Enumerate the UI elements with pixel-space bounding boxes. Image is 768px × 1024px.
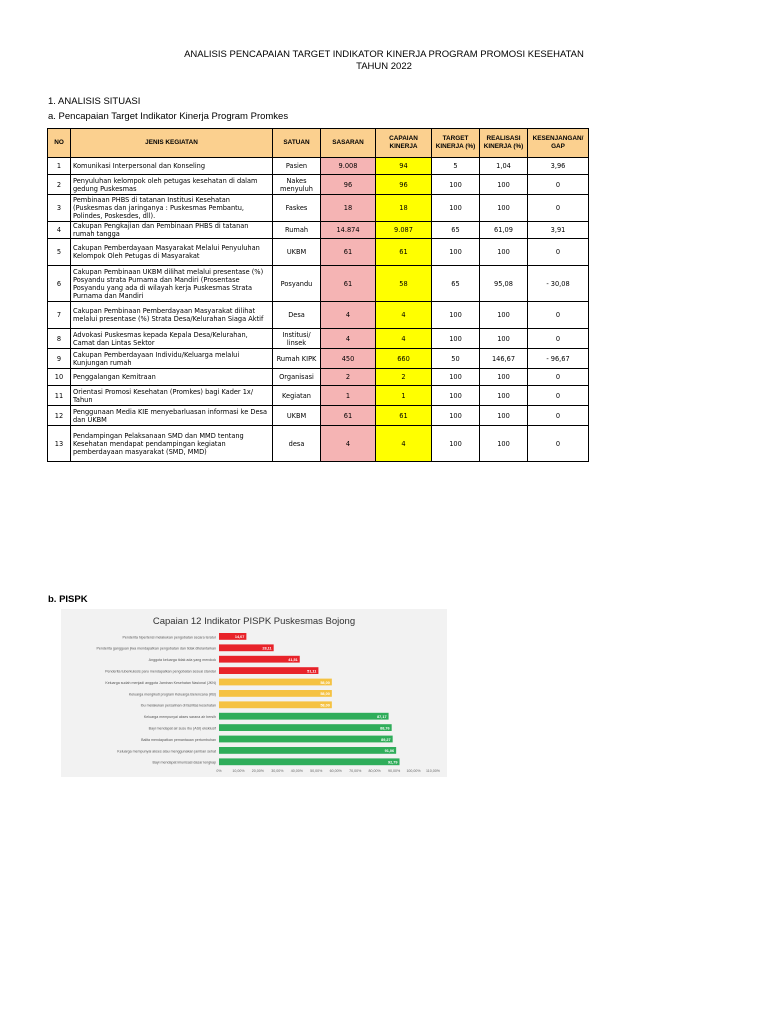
table-row [48, 175, 589, 195]
cell-target: 65 [432, 266, 480, 302]
table-row [48, 302, 589, 329]
chart-bar [219, 701, 332, 708]
cell-sasaran: 4 [321, 302, 376, 329]
chart-bar [219, 747, 396, 754]
table-header-row [48, 129, 589, 158]
cell-satuan: Rumah [273, 222, 321, 239]
chart-data-label: 91,06 [384, 749, 395, 754]
cell-no: 2 [48, 175, 71, 195]
cell-gap: 0 [528, 175, 589, 195]
cell-realisasi: 100 [480, 329, 528, 349]
pispk-chart-svg [61, 609, 447, 777]
cell-capaian: 18 [376, 195, 432, 222]
col-header-capaian: CAPAIAN KINERJA [376, 129, 432, 158]
cell-realisasi: 146,67 [480, 349, 528, 369]
table-row [48, 158, 589, 175]
cell-satuan: Rumah KIPK [273, 349, 321, 369]
table-row [48, 406, 589, 426]
cell-satuan: Desa [273, 302, 321, 329]
cell-jenis: Penggalangan Kemitraan [71, 369, 273, 386]
report-title [0, 49, 768, 73]
cell-capaian: 4 [376, 302, 432, 329]
cell-target: 65 [432, 222, 480, 239]
chart-bar [219, 713, 389, 720]
cell-target: 100 [432, 329, 480, 349]
cell-satuan: desa [273, 426, 321, 462]
cell-gap: 0 [528, 369, 589, 386]
col-header-jenis: JENIS KEGIATAN [71, 129, 273, 158]
cell-target: 100 [432, 406, 480, 426]
cell-realisasi: 100 [480, 302, 528, 329]
table-row [48, 195, 589, 222]
cell-jenis: Cakupan Pengkajian dan Pembinaan PHBS di tatanan rumah tangga [71, 222, 273, 239]
cell-realisasi: 1,04 [480, 158, 528, 175]
cell-capaian: 2 [376, 369, 432, 386]
cell-sasaran: 14.874 [321, 222, 376, 239]
col-header-sasaran: SASARAN [321, 129, 376, 158]
col-header-satuan: SATUAN [273, 129, 321, 158]
chart-x-tick-label: 40,00% [290, 769, 303, 773]
cell-jenis: Penggunaan Media KIE menyebarluasan informasi ke Desa dan UKBM [71, 406, 273, 426]
cell-no: 11 [48, 386, 71, 406]
cell-realisasi: 100 [480, 386, 528, 406]
cell-sasaran: 61 [321, 239, 376, 266]
cell-capaian: 58 [376, 266, 432, 302]
cell-target: 100 [432, 386, 480, 406]
cell-gap: 0 [528, 239, 589, 266]
cell-capaian: 61 [376, 406, 432, 426]
cell-gap: - 96,67 [528, 349, 589, 369]
chart-x-tick-label: 70,00% [349, 769, 362, 773]
cell-target: 100 [432, 239, 480, 266]
cell-no: 4 [48, 222, 71, 239]
table-row [48, 239, 589, 266]
chart-category-label: Penderita gangguan jiwa mendapatkan pengobatan dan tidak ditelantarkan [96, 646, 216, 651]
cell-jenis: Cakupan Pemberdayaan Masyarakat Melalui Penyuluhan Kelompok Oleh Petugas di Masyarakat [71, 239, 273, 266]
chart-category-label: Keluarga mempunyai akses atau menggunakan jamban sehat [117, 749, 216, 754]
cell-satuan: UKBM [273, 406, 321, 426]
table-body [48, 158, 589, 462]
chart-category-label: Keluarga mempunyai akses sarana air bersih [143, 715, 216, 720]
cell-target: 100 [432, 426, 480, 462]
chart-category-label: Keluarga sudah menjadi anggota Jaminan Kesehatan Nasional (JKN) [105, 680, 216, 685]
col-header-realisasi: REALISASI KINERJA (%) [480, 129, 528, 158]
chart-category-label: Balita mendapatkan pemantauan pertumbuhan [141, 737, 216, 742]
chart-x-tick-label: 50,00% [310, 769, 323, 773]
cell-jenis: Penyuluhan kelompok oleh petugas kesehatan di dalam gedung Puskesmas [71, 175, 273, 195]
section-heading-pispk: b. PISPK [48, 594, 88, 605]
chart-data-label: 51,11 [307, 669, 317, 674]
cell-satuan: Institusi/ linsek [273, 329, 321, 349]
cell-no: 10 [48, 369, 71, 386]
chart-data-label: 14,07 [234, 635, 245, 640]
col-header-target: TARGET KINERJA (%) [432, 129, 480, 158]
cell-gap: 0 [528, 386, 589, 406]
cell-gap: 0 [528, 406, 589, 426]
cell-no: 9 [48, 349, 71, 369]
pispk-chart [61, 609, 447, 777]
table-row [48, 369, 589, 386]
subsection-heading-pencapaian: a. Pencapaian Target Indikator Kinerja Program Promkes [48, 111, 289, 122]
chart-category-label: Penderita tuberkulosis paru mendapatkan pengobatan sesuai standar [105, 669, 216, 674]
cell-capaian: 9.087 [376, 222, 432, 239]
cell-satuan: Organisasi [273, 369, 321, 386]
chart-x-tick-label: 30,00% [271, 769, 284, 773]
col-header-gap: KESENJANGAN/ GAP [528, 129, 589, 158]
cell-target: 100 [432, 302, 480, 329]
col-header-no: NO [48, 129, 71, 158]
cell-sasaran: 450 [321, 349, 376, 369]
cell-no: 7 [48, 302, 71, 329]
chart-x-tick-label: 60,00% [329, 769, 342, 773]
cell-realisasi: 100 [480, 195, 528, 222]
chart-x-tick-label: 80,00% [368, 769, 381, 773]
chart-data-label: 58,00 [320, 692, 330, 697]
chart-x-tick-label: 10,00% [232, 769, 245, 773]
cell-no: 13 [48, 426, 71, 462]
chart-bar [219, 667, 318, 674]
cell-gap: 0 [528, 426, 589, 462]
chart-x-tick-label: 20,00% [251, 769, 265, 773]
cell-satuan: UKBM [273, 239, 321, 266]
cell-sasaran: 96 [321, 175, 376, 195]
cell-capaian: 660 [376, 349, 432, 369]
table-row [48, 349, 589, 369]
cell-gap: 3,96 [528, 158, 589, 175]
table-row [48, 222, 589, 239]
chart-category-label: Anggota keluarga tidak ada yang merokok [148, 658, 216, 663]
cell-gap: - 30,08 [528, 266, 589, 302]
cell-target: 100 [432, 369, 480, 386]
cell-sasaran: 4 [321, 426, 376, 462]
chart-data-label: 58,00 [320, 703, 330, 708]
table-row [48, 426, 589, 462]
chart-data-label: 41,51 [288, 658, 298, 662]
cell-satuan: Nakes menyuluh [273, 175, 321, 195]
cell-gap: 0 [528, 195, 589, 222]
cell-no: 8 [48, 329, 71, 349]
cell-capaian: 96 [376, 175, 432, 195]
cell-jenis: Cakupan Pemberdayaan Individu/Keluarga melalui Kunjungan rumah [71, 349, 273, 369]
cell-satuan: Pasien [273, 158, 321, 175]
chart-bar [219, 736, 393, 743]
chart-data-label: 58,00 [320, 680, 330, 685]
cell-target: 100 [432, 175, 480, 195]
cell-realisasi: 95,08 [480, 266, 528, 302]
cell-realisasi: 100 [480, 406, 528, 426]
cell-jenis: Cakupan Pembinaan Pemberdayaan Masyarakat dilihat melalui presentase (%) Strata Desa/Kelurahan Siaga Aktif [71, 302, 273, 329]
chart-data-label: 28,11 [262, 646, 272, 651]
cell-satuan: Kegiatan [273, 386, 321, 406]
chart-x-tick-label: 0% [216, 769, 222, 773]
chart-category-label: Bayi mendapat imunisasi dasar lengkap [152, 760, 216, 765]
table-row [48, 386, 589, 406]
chart-data-label: 87,17 [377, 715, 387, 719]
chart-bar [219, 758, 400, 765]
table-row [48, 329, 589, 349]
cell-jenis: Pembinaan PHBS di tatanan Institusi Kesehatan (Puskesmas dan jaringanya : Puskesmas Pembantu, Polindes, Poskesdes, dll). [71, 195, 273, 222]
cell-capaian: 94 [376, 158, 432, 175]
cell-sasaran: 18 [321, 195, 376, 222]
cell-capaian: 61 [376, 239, 432, 266]
cell-capaian: 4 [376, 426, 432, 462]
cell-realisasi: 100 [480, 239, 528, 266]
cell-realisasi: 100 [480, 426, 528, 462]
cell-target: 100 [432, 195, 480, 222]
chart-x-tick-label: 110,00% [426, 769, 440, 773]
chart-category-label: Ibu melakukan persalinan di fasilitas kesehatan [140, 703, 216, 708]
cell-sasaran: 2 [321, 369, 376, 386]
cell-no: 6 [48, 266, 71, 302]
cell-jenis: Komunikasi Interpersonal dan Konseling [71, 158, 273, 175]
cell-jenis: Pendampingan Pelaksanaan SMD dan MMD tentang Kesehatan mendapat pendampingan kegiatan pemberdayaan masyarakat (SMD, MMD) [71, 426, 273, 462]
section-heading-analisis: 1. ANALISIS SITUASI [48, 96, 141, 107]
chart-bar [219, 690, 332, 697]
cell-sasaran: 9.008 [321, 158, 376, 175]
cell-satuan: Posyandu [273, 266, 321, 302]
cell-satuan: Faskes [273, 195, 321, 222]
table-row [48, 266, 589, 302]
cell-capaian: 1 [376, 386, 432, 406]
cell-no: 1 [48, 158, 71, 175]
cell-target: 50 [432, 349, 480, 369]
cell-realisasi: 61,09 [480, 222, 528, 239]
chart-bar [219, 724, 392, 731]
chart-data-label: 88,76 [380, 726, 390, 731]
cell-gap: 0 [528, 302, 589, 329]
chart-category-label: Penderita hipertensi melakukan pengobatan secara teratur [122, 635, 216, 640]
cell-jenis: Orientasi Promosi Kesehatan (Promkes) bagi Kader 1x/ Tahun [71, 386, 273, 406]
cell-realisasi: 100 [480, 369, 528, 386]
kinerja-table [47, 128, 589, 462]
chart-title: Capaian 12 Indikator PISPK Puskesmas Bojong [152, 616, 356, 627]
cell-sasaran: 4 [321, 329, 376, 349]
cell-no: 12 [48, 406, 71, 426]
cell-sasaran: 61 [321, 406, 376, 426]
chart-x-tick-label: 100,00% [406, 769, 421, 773]
report-title-line1: ANALISIS PENCAPAIAN TARGET INDIKATOR KINERJA PROGRAM PROMOSI KESEHATAN [184, 49, 584, 60]
cell-capaian: 4 [376, 329, 432, 349]
cell-sasaran: 61 [321, 266, 376, 302]
chart-category-label: Keluarga mengikuti program Keluarga Berencana (KB) [128, 692, 216, 697]
cell-no: 3 [48, 195, 71, 222]
cell-jenis: Advokasi Puskesmas kepada Kepala Desa/Kelurahan, Camat dan Lintas Sektor [71, 329, 273, 349]
cell-gap: 0 [528, 329, 589, 349]
chart-category-label: Bayi mendapat air susu ibu (ASI) eksklusif [148, 726, 216, 731]
report-title-line2: TAHUN 2022 [356, 61, 412, 72]
cell-jenis: Cakupan Pembinaan UKBM dilihat melalui presentase (%) Posyandu strata Purnama dan Mandiri (Prosentase Posyandu yang ada di wilayah kerja Puskesmas Strata Purnama dan Mandiri [71, 266, 273, 302]
cell-sasaran: 1 [321, 386, 376, 406]
cell-gap: 3,91 [528, 222, 589, 239]
chart-data-label: 92,79 [388, 760, 398, 765]
chart-x-tick-label: 90,00% [387, 769, 401, 773]
cell-realisasi: 100 [480, 175, 528, 195]
cell-no: 5 [48, 239, 71, 266]
chart-data-label: 89,27 [381, 737, 391, 742]
chart-bar [219, 679, 332, 686]
cell-target: 5 [432, 158, 480, 175]
